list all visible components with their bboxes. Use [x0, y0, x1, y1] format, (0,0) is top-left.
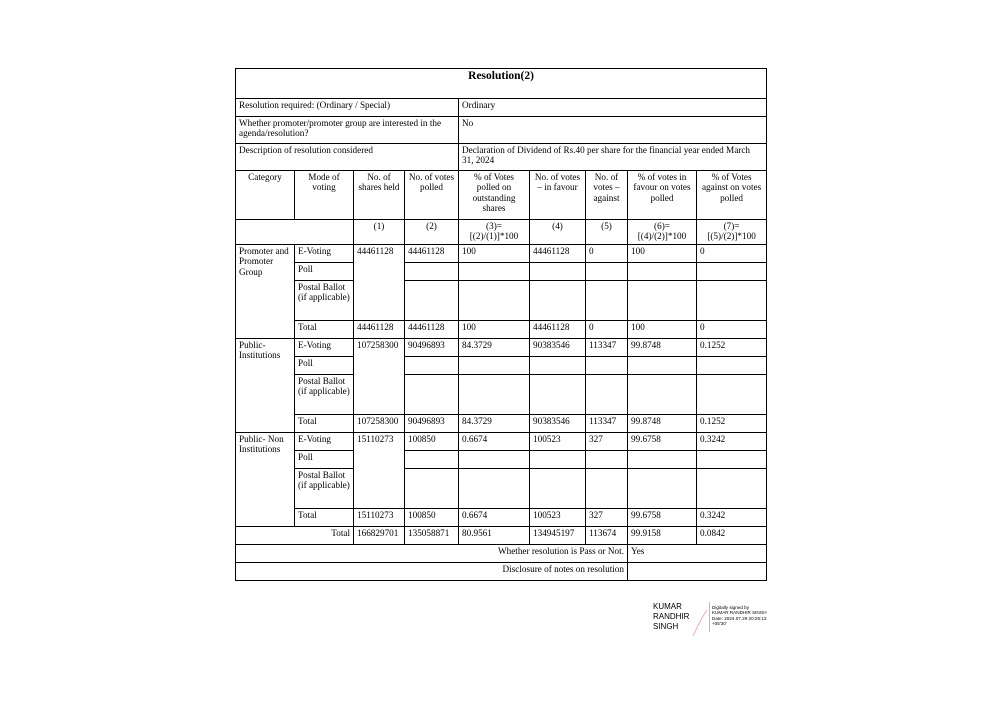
pass-label: Whether resolution is Pass or Not. — [236, 545, 628, 563]
table-row — [236, 415, 767, 433]
cell-pct-favour: 99.8748 — [628, 415, 697, 433]
cell-polled: 100850 — [405, 509, 459, 527]
mode-postal: Postal Ballot (if applicable) — [295, 281, 354, 321]
mode-total: Total — [295, 415, 354, 433]
cell-polled: 90496893 — [405, 415, 459, 433]
table-row — [236, 245, 767, 263]
cell-pct-polled: 100 — [459, 321, 530, 339]
mode-total: Total — [295, 321, 354, 339]
grand-total-pct-against: 0.0842 — [697, 527, 767, 545]
cell-against: 113347 — [586, 339, 628, 357]
header-shares-held: No. of shares held — [354, 171, 405, 220]
table-row — [236, 375, 767, 415]
formula-cell: (4) — [530, 220, 586, 245]
cell-pct-favour: 99.8748 — [628, 339, 697, 357]
formula-blank — [236, 220, 354, 245]
header-pct-favour: % of votes in favour on votes polled — [628, 171, 697, 220]
group-shares-held: 15110273 — [354, 433, 405, 509]
mode-total: Total — [295, 509, 354, 527]
cell-pct-polled: 0.6674 — [459, 509, 530, 527]
header-pct-against: % of Votes against on votes polled — [697, 171, 767, 220]
resolution-title: Resolution(2) — [236, 69, 767, 99]
cell-polled: 90496893 — [405, 339, 459, 357]
cell-polled: 44461128 — [405, 245, 459, 263]
grand-total-against: 113674 — [586, 527, 628, 545]
header-mode: Mode of voting — [295, 171, 354, 220]
table-row — [236, 339, 767, 357]
table-row — [236, 433, 767, 451]
notes-row — [236, 563, 767, 581]
header-votes-against: No. of votes – against — [586, 171, 628, 220]
mode-evoting: E-Voting — [295, 433, 354, 451]
formula-cell: (7)=[(5)/(2)]*100 — [697, 220, 767, 245]
digital-signature: KUMAR RANDHIR SINGH Digitally signed by KUMAR RANDHIR SINGH Date: 2024.07.29 20:26:13 +05'30' — [653, 602, 783, 642]
cell-against: 113347 — [586, 415, 628, 433]
cell-pct-against: 0 — [697, 245, 767, 263]
table-row — [236, 321, 767, 339]
cell-favour: 44461128 — [530, 321, 586, 339]
cell-pct-favour: 99.6758 — [628, 433, 697, 451]
formula-cell: (6)=[(4)/(2)]*100 — [628, 220, 697, 245]
group-category: Public- Institutions — [236, 339, 295, 433]
mode-poll: Poll — [295, 451, 354, 469]
table-row — [236, 509, 767, 527]
grand-total-label: Total — [236, 527, 354, 545]
pass-value: Yes — [628, 545, 767, 563]
pass-row — [236, 545, 767, 563]
table-row — [236, 263, 767, 281]
mode-postal: Postal Ballot (if applicable) — [295, 469, 354, 509]
group-category: Promoter and Promoter Group — [236, 245, 295, 339]
signature-mark-icon — [691, 608, 711, 638]
notes-label: Disclosure of notes on resolution — [236, 563, 628, 581]
cell-pct-polled: 0.6674 — [459, 433, 530, 451]
cell-favour: 100523 — [530, 509, 586, 527]
cell-against: 0 — [586, 321, 628, 339]
grand-total-favour: 134945197 — [530, 527, 586, 545]
signature-divider — [709, 602, 710, 632]
cell-shares: 107258300 — [354, 415, 405, 433]
table-row — [236, 451, 767, 469]
promoter-interest-label: Whether promoter/promoter group are interested in the agenda/resolution? — [236, 117, 459, 144]
mode-evoting: E-Voting — [295, 245, 354, 263]
group-shares-held: 44461128 — [354, 245, 405, 321]
cell-pct-against: 0 — [697, 321, 767, 339]
grand-total-pct-polled: 80.9561 — [459, 527, 530, 545]
table-row — [236, 469, 767, 509]
signature-details: Digitally signed by KUMAR RANDHIR SINGH Date: 2024.07.29 20:26:13 +05'30' — [712, 605, 767, 627]
formula-cell: (2) — [405, 220, 459, 245]
grand-total-shares: 166829701 — [354, 527, 405, 545]
formula-cell: (3)=[(2)/(1)]*100 — [459, 220, 530, 245]
cell-favour: 90383546 — [530, 415, 586, 433]
resolution-type-label: Resolution required: (Ordinary / Special) — [236, 99, 459, 117]
cell-against: 327 — [586, 433, 628, 451]
cell-favour: 100523 — [530, 433, 586, 451]
mode-postal: Postal Ballot (if applicable) — [295, 375, 354, 415]
mode-poll: Poll — [295, 357, 354, 375]
header-category: Category — [236, 171, 295, 220]
cell-against: 327 — [586, 509, 628, 527]
cell-pct-favour: 99.6758 — [628, 509, 697, 527]
cell-polled: 100850 — [405, 433, 459, 451]
resolution-description-label: Description of resolution considered — [236, 144, 459, 171]
cell-pct-polled: 84.3729 — [459, 415, 530, 433]
cell-pct-against: 0.1252 — [697, 339, 767, 357]
cell-polled: 44461128 — [405, 321, 459, 339]
group-shares-held: 107258300 — [354, 339, 405, 415]
cell-pct-polled: 84.3729 — [459, 339, 530, 357]
notes-value — [628, 563, 767, 581]
cell-pct-against: 0.1252 — [697, 415, 767, 433]
formula-cell: (5) — [586, 220, 628, 245]
cell-pct-favour: 100 — [628, 245, 697, 263]
formula-cell: (1) — [354, 220, 405, 245]
mode-poll: Poll — [295, 263, 354, 281]
header-votes-favour: No. of votes – in favour — [530, 171, 586, 220]
cell-pct-against: 0.3242 — [697, 433, 767, 451]
cell-pct-against: 0.3242 — [697, 509, 767, 527]
promoter-interest-value: No — [459, 117, 767, 144]
cell-shares: 15110273 — [354, 509, 405, 527]
grand-total-pct-favour: 99.9158 — [628, 527, 697, 545]
mode-evoting: E-Voting — [295, 339, 354, 357]
cell-pct-polled: 100 — [459, 245, 530, 263]
header-votes-polled: No. of votes polled — [405, 171, 459, 220]
group-category: Public- Non Institutions — [236, 433, 295, 527]
cell-pct-favour: 100 — [628, 321, 697, 339]
table-row — [236, 357, 767, 375]
grand-total-polled: 135058871 — [405, 527, 459, 545]
header-pct-polled: % of Votes polled on outstanding shares — [459, 171, 530, 220]
resolution-type-value: Ordinary — [459, 99, 767, 117]
resolution-description-value: Declaration of Dividend of Rs.40 per share for the financial year ended March 31, 2024 — [459, 144, 767, 171]
grand-total-row — [236, 527, 767, 545]
cell-shares: 44461128 — [354, 321, 405, 339]
cell-against: 0 — [586, 245, 628, 263]
cell-favour: 44461128 — [530, 245, 586, 263]
table-row — [236, 281, 767, 321]
cell-favour: 90383546 — [530, 339, 586, 357]
resolution-table — [235, 68, 767, 581]
